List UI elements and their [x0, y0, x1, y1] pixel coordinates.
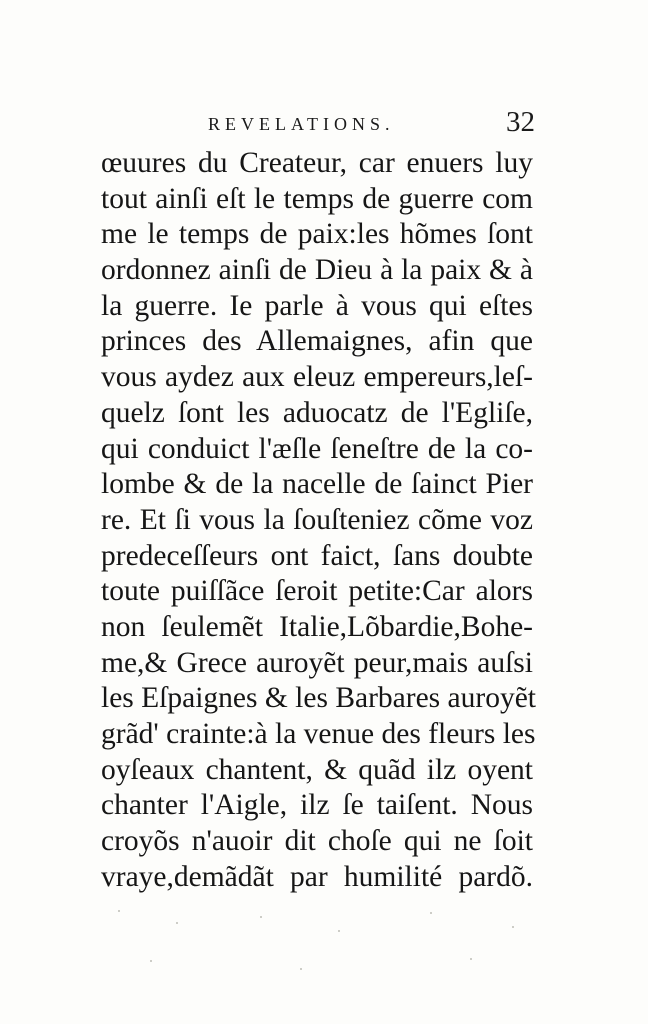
paper-speck [470, 958, 472, 960]
text-line: les Eſpaignes & les Barbares auroyẽt [101, 682, 536, 715]
text-line: chanter l'Aigle, ilz ſe taiſent. Nous [101, 789, 533, 822]
paper-speck [150, 960, 152, 962]
text-line: oyſeaux chantent, & quãd ilz oyent [101, 753, 533, 786]
paper-speck [338, 930, 340, 932]
paper-speck [118, 910, 120, 912]
text-line: grãd' crainte:à la venue des fleurs les [101, 718, 536, 750]
paper-speck [260, 916, 262, 918]
text-line: re. Et ſi vous la ſouſteniez cõme voz [101, 503, 533, 536]
text-line: quelz ſont les aduocatz de l'Egliſe, [101, 396, 533, 429]
paper-speck [176, 922, 178, 924]
text-line: la guerre. Ie parle à vous qui eſtes [101, 289, 533, 322]
text-line: œuures du Createur, car enuers luy [101, 147, 533, 179]
text-line: croyõs n'auoir dit choſe qui ne ſoit [101, 825, 533, 858]
text-line: qui conduict l'æſle ſeneſtre de la co- [101, 432, 533, 465]
text-line: vous aydez aux eleuz empereurs,leſ- [101, 361, 533, 394]
paper-speck [300, 968, 302, 970]
paper-speck [512, 926, 514, 928]
running-title: REVELATIONS. [208, 114, 395, 134]
text-line: princes des Allemaignes, afin que [101, 325, 533, 358]
text-line: non ſeulemẽt Italie,Lõbardie,Bohe- [101, 610, 533, 643]
text-line: ordonnez ainſi de Dieu à la paix & à [101, 254, 533, 287]
paper-speck [430, 912, 432, 914]
page-header [100, 108, 535, 142]
text-line: predeceſſeurs ont faict, ſans doubte [101, 539, 533, 572]
text-line: tout ainſi eſt le temps de guerre com [101, 182, 533, 215]
text-line: me le temps de paix:les hõmes ſont [101, 218, 533, 251]
page-number: 32 [506, 106, 535, 138]
text-line: lombe & de la nacelle de ſainct Pier [101, 468, 533, 501]
text-line: me,& Grece auroyẽt peur,mais auſsi [101, 646, 533, 679]
text-line: vraye,demãdãt par humilité pardõ. [101, 860, 533, 893]
body-text [101, 146, 536, 895]
text-line: toute puiſſãce ſeroit petite:Car alors [101, 575, 533, 608]
